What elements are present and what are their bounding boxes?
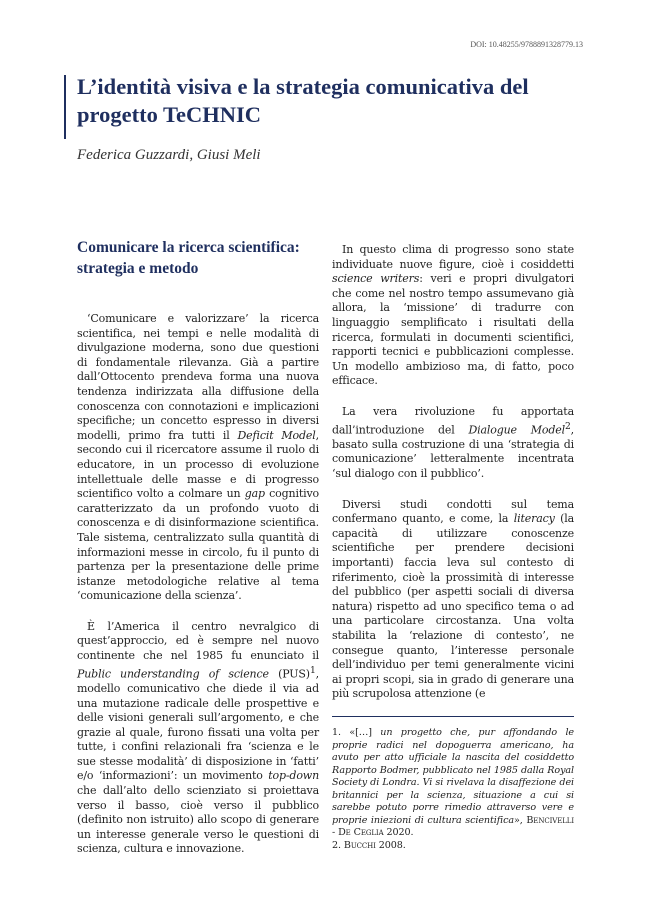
section-heading: Comunicare la ricerca scientifica: strategia e metodo [77, 239, 300, 277]
right-column [332, 243, 574, 718]
footnote-ref: 1 [309, 664, 316, 676]
title-accent-bar [64, 75, 66, 139]
article-title: L’identità visiva e la strategia comunicativa del progetto TeCHNIC [77, 74, 529, 127]
paragraph: È l’America il centro nevralgico di quest’approccio, ed è sempre nel nuovo continente che nel 1985 fu enunciato il Public understanding of science (PUS)$^1$, modello comunicativo che diede il via ad una mutazione radicale delle prospettive e delle visioni generali sull’argomento, e che grazie al quale, furono fissati una volta per tutte, i confini relazionali fra ‘scienza e le sue stesse modalità’ di disposizione in ‘fatti’ e/o ‘informazioni’: un movimento top-down che dall’alto dello scienziato si proiettava verso il basso, cioè verso il pubblico (definito non istruito) allo scopo di generare un interesse generale verso le questioni di scienza, cultura e innovazione. [77, 619, 319, 856]
paragraph: In questo clima di progresso sono state individuate nuove figure, cioè i cosiddetti science writers: veri e propri divulgatori che come nel nostro tempo assumevano già allora, la ‘missione’ di tradurre con linguaggio semplificato i risultati della ricerca, formulati in documenti scientifici, rapporti tecnici e pubblicazioni complesse. Un modello ambizioso ma, di fatto, poco efficace. [332, 243, 574, 388]
paragraph: ‘Comunicare e valorizzare’ la ricerca scientifica, nei tempi e nelle modalità di divulgazione moderna, sono due questioni di fondamentale rilevanza. Già a partire dall’Ottocento prendeva forma una nuova tendenza indirizzata alla diffusione della conoscenza con connotazioni e implicazioni specifiche; un concetto espresso in diversi modelli, primo fra tutti il Deficit Model, secondo cui il ricercatore assume il ruolo di educatore, in un processo di evoluzione intellettuale delle masse e di progresso scientifico volto a colmare un gap cognitivo caratterizzato da un profondo vuoto di conoscenza e di disinformazione scientifica. Tale sistema, centralizzato sulla quantità di informazioni messe in circolo, fu il punto di partenza per la presentazione delle prime istanze metodologiche relative al tema ‘comunicazione della scienza’. [77, 312, 319, 603]
footnote-ref: 2 [564, 420, 571, 432]
paragraph: Diversi studi condotti sul tema confermano quanto, e come, la literacy (la capacità di utilizzare conoscenze scientifiche per prendere decisioni importanti) faccia leva sul contesto di riferimento, cioè la prossimità di interesse del pubblico (per aspetti sociali di diversa natura) rispetto ad uno specifico tema o ad una particolare circostanza. Una volta stabilita la ‘relazione di contesto’, ne consegue quanto, l’interesse personale dell’individuo per temi generalmente vicini ai propri scopi, sia in grado di generare una più scrupolosa attenzione (e [332, 497, 574, 701]
footnotes [332, 727, 574, 852]
article-authors: Federica Guzzardi, Giusi Meli [77, 147, 261, 163]
left-column [77, 312, 319, 873]
paragraph: La vera rivoluzione fu apportata dall’introduzione del Dialogue Model$^2$, basato sulla costruzione di una ‘strategia di comunicazione’ letteralmente incentrata ‘sul dialogo con il pubblico’. [332, 404, 574, 480]
footnote-2: 2. Bucchi 2008. [332, 839, 406, 851]
footnote-1: 1. «[…] un progetto che, pur affondando le proprie radici nel dopoguerra americano, ha avuto per atto ufficiale la nascita del cosiddetto Rapporto Bodmer, pubblicato nel 1985 dalla Royal Society di Londra. Vi si rivelava la disaffezione dei britannici per la scienza, situazione a cui si sarebbe potuto porre rimedio attraverso vere e proprie iniezioni di cultura scientifica», Bencivelli - De Ceglia 2020. [332, 727, 574, 838]
footnote-divider [332, 716, 574, 717]
doi-label: DOI: 10.48255/9788891328779.13 [470, 40, 583, 49]
